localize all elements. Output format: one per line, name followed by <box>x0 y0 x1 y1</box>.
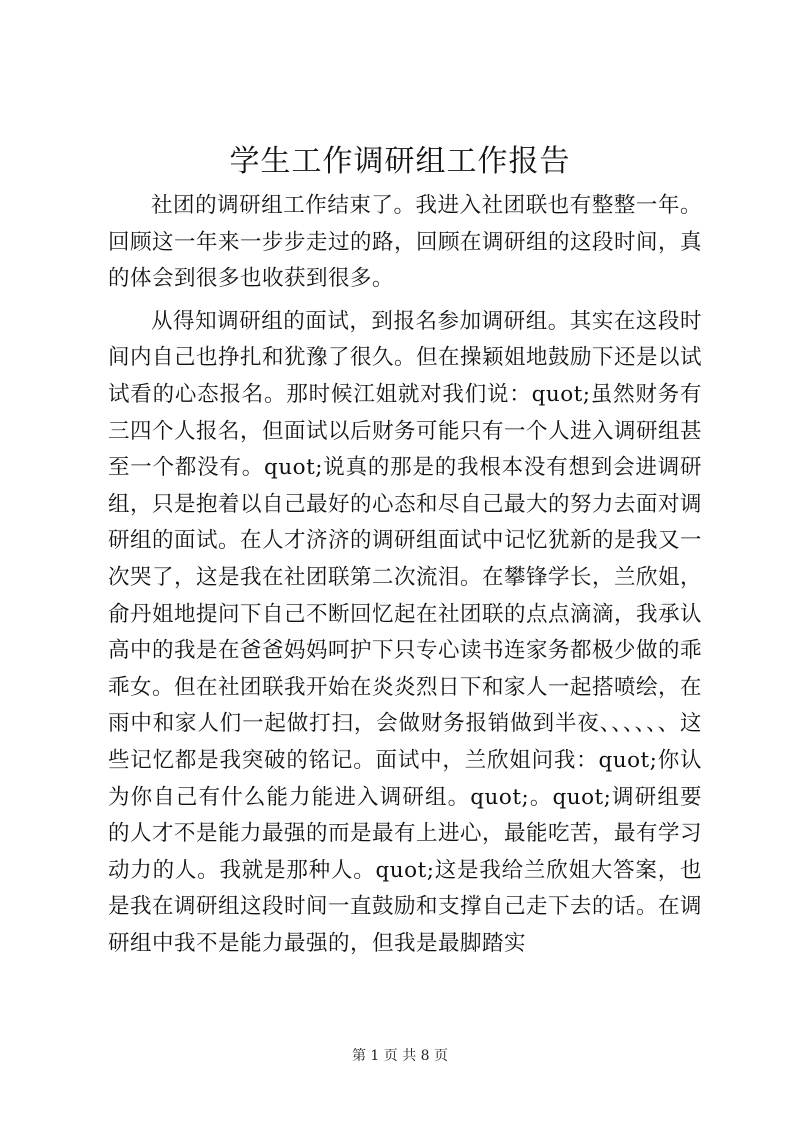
page-footer: 第 1 页 共 8 页 <box>351 1048 449 1064</box>
document-title: 学生工作调研组工作报告 <box>229 144 571 179</box>
paragraph-2: 从得知调研组的面试，到报名参加调研组。其实在这段时间内自己也挣扎和犹豫了很久。但在操颖姐地鼓励下还是以试试看的心态报名。那时候江姐就对我们说：quot;虽然财务有三四个人报名，但面试以后财务可能只有一个人进入调研组甚至一个都没有。quot;说真的那是的我根本没有想到会进调研组，只是抱着以自己最好的心态和尽自己最大的努力去面对调研组的面试。在人才济济的调研组面试中记忆犹新的是我又一次哭了，这是我在社团联第二次流泪。在攀锋学长，兰欣姐，俞丹姐地提问下自己不断回忆起在社团联的点点滴滴，我承认高中的我是在爸爸妈妈呵护下只专心读书连家务都极少做的乖乖女。但在社团联我开始在炎炎烈日下和家人一起搭喷绘，在雨中和家人们一起做打扫，会做财务报销做到半夜、、、、、、这些记忆都是我突破的铭记。面试中，兰欣姐问我：quot;你认为你自己有什么能力能进入调研组。quot;。quot;调研组要的人才不是能力最强的而是最有上进心，最能吃苦，最有学习动力的人。我就是那种人。quot;这是我给兰欣姐大答案，也是我在调研组这段时间一直鼓励和支撑自己走下去的话。在调研组中我不是能力最强的，但我是最脚踏实 <box>108 308 703 956</box>
paragraph-1: 社团的调研组工作结束了。我进入社团联也有整整一年。回顾这一年来一步步走过的路，回顾在调研组的这段时间，真的体会到很多也收获到很多。 <box>108 193 703 292</box>
document-body <box>108 188 702 962</box>
